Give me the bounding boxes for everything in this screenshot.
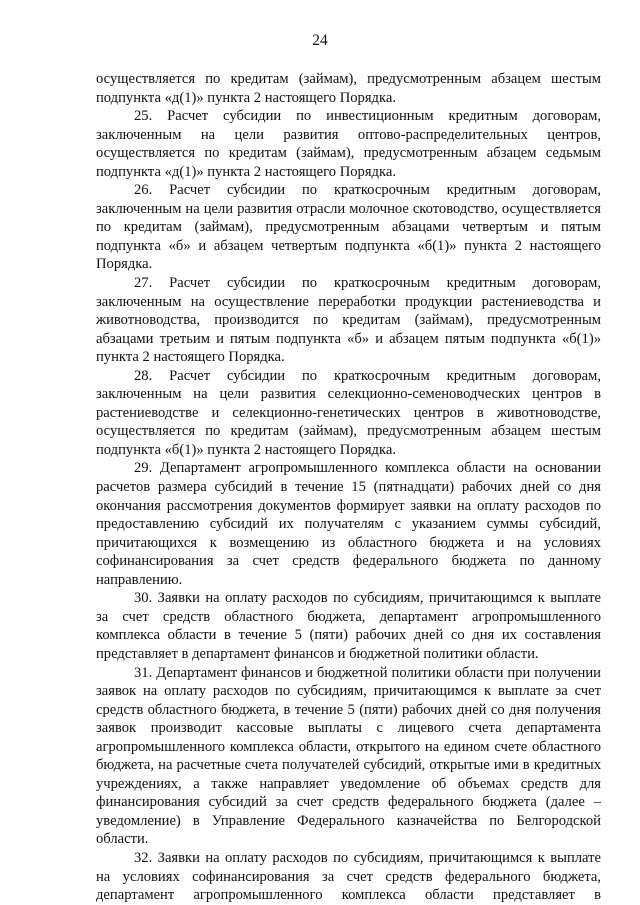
document-body <box>96 70 601 905</box>
paragraph-31: 31. Департамент финансов и бюджетной политики области при получении заявок на оплату расходов по субсидиям, причитающимся к выплате за счет средств областного бюджета, в течение 5 (пяти) рабочих дней со дня получения заявок производит кассовые выплаты с лицевого счета департамента агропромышленного комплекса области, открытого на едином счете областного бюджета, на расчетные счета получателей субсидий, открытые ими в кредитных учреждениях, а также направляет уведомление об объемах средств для финансирования субсидий за счет средств федерального бюджета (далее – уведомление) в Управление Федерального казначейства по Белгородской области. <box>96 664 601 848</box>
paragraph-30: 30. Заявки на оплату расходов по субсидиям, причитающимся к выплате за счет средств областного бюджета, департамент агропромышленного комплекса области в течение 5 (пяти) рабочих дней со дня их составления представляет в департамент финансов и бюджетной политики области. <box>96 590 601 662</box>
paragraph-26: 26. Расчет субсидии по краткосрочным кредитным договорам, заключенным на цели развития отрасли молочное скотоводство, осуществляется по кредитам (займам), предусмотренным абзацами четвертым и пятым подпункта «б» и абзацем четвертым подпункта «б(1)» пункта 2 настоящего Порядка. <box>96 182 601 273</box>
paragraph-32: 32. Заявки на оплату расходов по субсидиям, причитающимся к выплате на условиях софинансирования за счет средств федерального бюджета, департамент агропромышленного комплекса области представляет в <box>96 849 601 904</box>
paragraph-27: 27. Расчет субсидии по краткосрочным кредитным договорам, заключенным на осуществление переработки продукции растениеводства и животноводства, производится по кредитам (займам), предусмотренным абзацами третьим и пятым подпункта «б» и абзацем пятым подпункта «б(1)» пункта 2 настоящего Порядка. <box>96 275 601 366</box>
page-number: 24 <box>312 32 328 49</box>
paragraph-28: 28. Расчет субсидии по краткосрочным кредитным договорам, заключенным на цели развития селекционно-семеноводческих центров в растениеводстве и селекционно-генетических центров в животноводстве, осуществляется по кредитам (займам), предусмотренным абзацем шестым подпункта «б(1)» пункта 2 настоящего Порядка. <box>96 367 601 458</box>
paragraph-continuation: осуществляется по кредитам (займам), предусмотренным абзацем шестым подпункта «д(1)» пункта 2 настоящего Порядка. <box>96 71 601 106</box>
paragraph-25: 25. Расчет субсидии по инвестиционным кредитным договорам, заключенным на цели развития оптово-распределительных центров, осуществляется по кредитам (займам), предусмотренным абзацем седьмым подпункта «д(1)» пункта 2 настоящего Порядка. <box>96 108 601 180</box>
paragraph-29: 29. Департамент агропромышленного комплекса области на основании расчетов размера субсидий в течение 15 (пятнадцати) рабочих дней со дня окончания рассмотрения документов формирует заявки на оплату расходов по предоставлению субсидий их получателям с указанием суммы субсидий, причитающихся к возмещению из областного бюджета и на условиях софинансирования за счет средств федерального бюджета по данному направлению. <box>96 460 601 588</box>
